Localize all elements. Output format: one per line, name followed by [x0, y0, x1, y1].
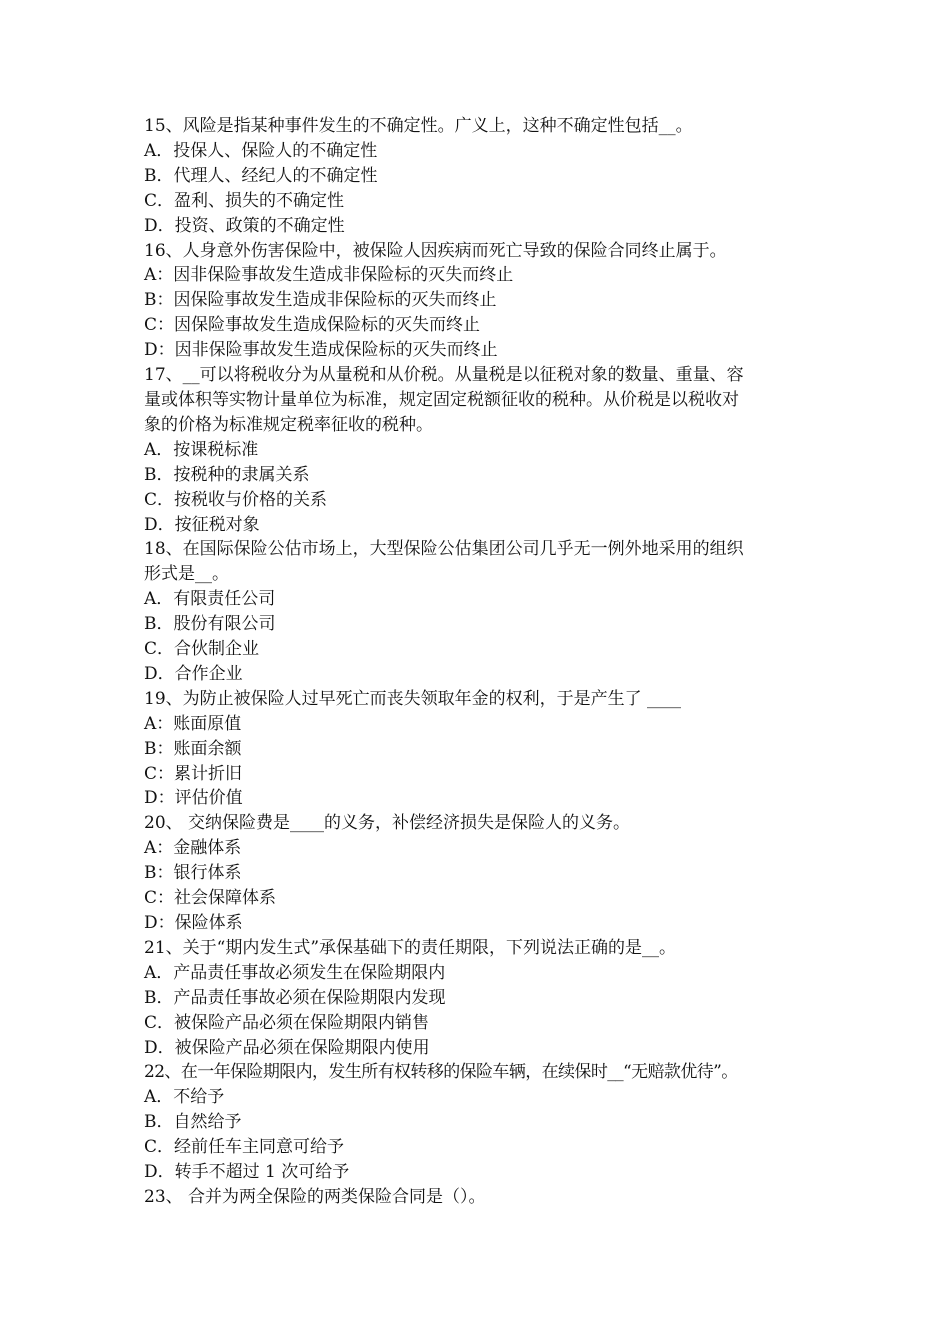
question-stem: 21、关于“期内发生式”承保基础下的责任期限，下列说法正确的是__。 — [144, 937, 677, 958]
option-c: C．按税收与价格的关系 — [144, 489, 328, 510]
option-c: C：因保险事故发生造成保险标的灭失而终止 — [144, 315, 481, 336]
option-d: D．合作企业 — [144, 663, 243, 684]
option-c: C：社会保障体系 — [144, 888, 277, 909]
option-d: D．被保险产品必须在保险期限内使用 — [144, 1037, 430, 1058]
option-b: B．按税种的隶属关系 — [144, 464, 310, 485]
option-b: B．股份有限公司 — [144, 614, 276, 635]
option-b: B：账面余额 — [144, 738, 242, 759]
question-16 — [144, 239, 814, 364]
option-b: B．自然给予 — [144, 1112, 242, 1133]
question-list — [144, 114, 814, 1210]
option-b: B．代理人、经纪人的不确定性 — [144, 165, 378, 186]
question-stem: 22、在一年保险期限内，发生所有权转移的保险车辆，在续保时__“无赔款优待”。 — [144, 1062, 738, 1083]
option-d: D．按征税对象 — [144, 514, 260, 535]
question-21 — [144, 936, 814, 1061]
option-d: D．转手不超过 1 次可给予 — [144, 1162, 350, 1183]
option-b: B：因保险事故发生造成非保险标的灭失而终止 — [144, 290, 497, 311]
question-stem-line-1: 18、在国际保险公估市场上，大型保险公估集团公司几乎无一例外地采用的组织 — [144, 539, 744, 560]
option-c: C．合伙制企业 — [144, 639, 260, 660]
question-stem-line-2: 量或体积等实物计量单位为标准，规定固定税额征收的税种。从价税是以税收对 — [144, 389, 739, 410]
question-stem: 23、 合并为两全保险的两类保险合同是（）。 — [144, 1186, 486, 1207]
question-stem-line-1: 17、__可以将税收分为从量税和从价税。从量税是以征税对象的数量、重量、容 — [144, 365, 744, 386]
question-19 — [144, 687, 814, 812]
option-a: A：账面原值 — [144, 713, 242, 734]
question-15 — [144, 114, 814, 239]
option-a: A．不给予 — [144, 1087, 225, 1108]
option-d: D．投资、政策的不确定性 — [144, 215, 345, 236]
option-c: C．盈利、损失的不确定性 — [144, 190, 345, 211]
option-d: D：保险体系 — [144, 913, 243, 933]
option-c: C：累计折旧 — [144, 763, 243, 784]
option-a: A．有限责任公司 — [144, 589, 276, 610]
question-stem-line-2: 形式是__。 — [144, 564, 229, 585]
question-20 — [144, 811, 814, 936]
question-stem: 15、风险是指某种事件发生的不确定性。广义上，这种不确定性包括__。 — [144, 116, 693, 136]
option-d: D：评估价值 — [144, 788, 243, 809]
option-c: C．经前任车主同意可给予 — [144, 1137, 345, 1158]
question-stem: 20、 交纳保险费是____的义务，补偿经济损失是保险人的义务。 — [144, 813, 631, 834]
question-22 — [144, 1060, 814, 1185]
question-17 — [144, 363, 814, 537]
question-stem-line-3: 象的价格为标准规定税率征收的税种。 — [144, 414, 433, 435]
option-a: A．投保人、保险人的不确定性 — [144, 140, 378, 161]
question-stem: 16、人身意外伤害保险中，被保险人因疾病而死亡导致的保险合同终止属于。 — [144, 240, 727, 261]
question-23 — [144, 1185, 814, 1210]
option-c: C．被保险产品必须在保险期限内销售 — [144, 1012, 430, 1033]
option-b: B：银行体系 — [144, 863, 242, 884]
question-stem: 19、为防止被保险人过早死亡而丧失领取年金的权利，于是产生了 ____ — [144, 688, 682, 709]
option-a: A．产品责任事故必须发生在保险期限内 — [144, 962, 446, 983]
option-a: A．按课税标准 — [144, 439, 259, 460]
option-d: D：因非保险事故发生造成保险标的灭失而终止 — [144, 340, 498, 361]
question-18 — [144, 537, 814, 686]
option-b: B．产品责任事故必须在保险期限内发现 — [144, 987, 446, 1008]
option-a: A：金融体系 — [144, 838, 242, 859]
option-a: A：因非保险事故发生造成非保险标的灭失而终止 — [144, 265, 514, 286]
